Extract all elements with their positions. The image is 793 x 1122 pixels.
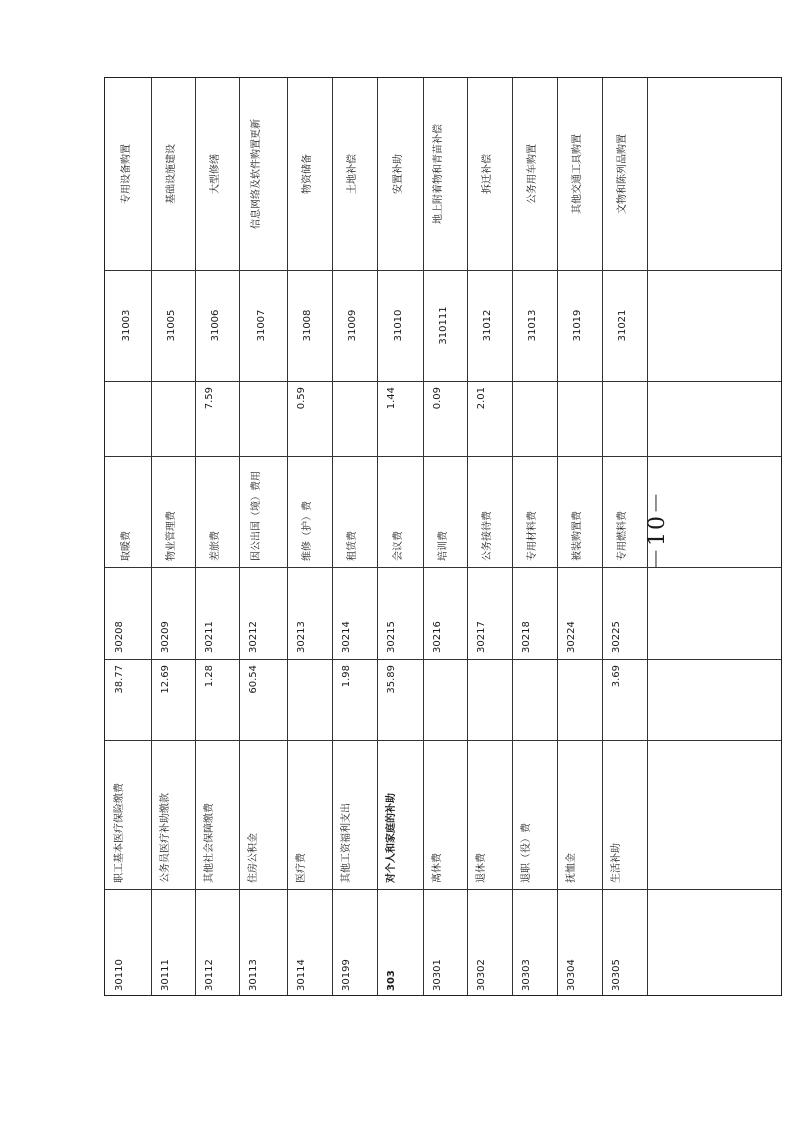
cell-amount	[520, 665, 533, 734]
cell-code: 303	[386, 970, 397, 991]
cell-amount2: 7.59	[204, 387, 215, 410]
cell-code: 30305	[611, 959, 622, 991]
cell-amount2	[247, 387, 260, 450]
cell-code3: 31003	[120, 309, 132, 342]
cell-code: 30112	[204, 959, 215, 991]
row-divider	[332, 78, 333, 995]
cell-amount2	[565, 387, 578, 450]
cell-name2: 培训费	[437, 531, 449, 561]
cell-name3: 文物和陈列品购置	[617, 134, 628, 214]
cell-code: 30113	[248, 959, 259, 991]
cell-code: 30304	[566, 959, 577, 991]
cell-amount: 35.89	[386, 665, 397, 694]
cell-amount2	[520, 387, 533, 450]
cell-code2: 30215	[386, 621, 397, 653]
cell-code: 30111	[160, 959, 171, 991]
row-divider	[287, 78, 288, 995]
cell-amount	[431, 665, 444, 734]
cell-name3: 拆迁补偿	[482, 154, 493, 194]
cell-name2: 公务接待费	[482, 511, 493, 561]
cell-code: 30114	[296, 959, 307, 991]
cell-amount	[565, 665, 578, 734]
row-divider	[195, 78, 196, 995]
cell-name: 公务员医疗补助缴款	[160, 793, 171, 883]
cell-name2: 专用燃料费	[617, 511, 628, 561]
cell-name2: 租赁费	[347, 531, 358, 561]
cell-amount: 60.54	[248, 665, 259, 694]
cell-code: 30301	[432, 959, 443, 991]
cell-name: 医疗费	[296, 853, 307, 883]
cell-amount2: 0.59	[296, 387, 307, 410]
cell-amount2	[610, 387, 623, 450]
cell-name3: 基础设施建设	[165, 144, 177, 204]
cell-amount: 1.98	[341, 665, 352, 688]
cell-amount2: 2.01	[476, 387, 487, 410]
cell-code3: 31013	[527, 309, 538, 342]
cell-code3: 310111	[437, 306, 449, 345]
row-divider	[151, 78, 152, 995]
cell-code3: 31008	[302, 309, 313, 342]
cell-code3: 31009	[347, 309, 358, 342]
cell-amount: 12.69	[160, 665, 171, 694]
cell-code2: 30209	[160, 621, 171, 653]
cell-name2: 因公出国（境）费用	[251, 471, 262, 561]
cell-amount2	[113, 387, 126, 450]
cell-amount2	[159, 387, 172, 450]
row-divider	[602, 78, 603, 995]
cell-amount2	[340, 387, 353, 450]
cell-name2: 维修（护）费	[302, 501, 313, 561]
cell-name2: 差旅费	[209, 531, 221, 561]
cell-code: 30302	[476, 959, 487, 991]
cell-amount	[475, 665, 488, 734]
cell-name3: 公务用车购置	[527, 144, 538, 204]
row-divider	[239, 78, 240, 995]
cell-name2: 专用材料费	[527, 511, 538, 561]
column-divider	[105, 740, 781, 741]
cell-name3: 大型修缮	[209, 154, 221, 194]
row-divider	[377, 78, 378, 995]
cell-name3: 物资储备	[302, 154, 313, 194]
cell-code: 30303	[521, 959, 532, 991]
cell-amount	[295, 665, 308, 734]
column-divider	[105, 567, 781, 568]
column-divider	[105, 270, 781, 271]
cell-name: 住房公积金	[248, 833, 259, 883]
cell-name: 其他社会保障缴费	[204, 803, 215, 883]
cell-code2: 30212	[248, 621, 259, 653]
cell-code3: 31012	[482, 309, 493, 342]
cell-code2: 30225	[611, 621, 622, 653]
cell-name2: 取暖费	[120, 531, 132, 561]
column-divider	[105, 889, 781, 890]
cell-name3: 信息网络及软件购置更新	[251, 119, 262, 229]
cell-name: 抚恤金	[566, 853, 577, 883]
cell-name3: 地上附着物和青苗补偿	[433, 124, 444, 224]
cell-name: 生活补助	[611, 843, 622, 883]
cell-code3: 31021	[617, 309, 628, 342]
cell-name: 退休费	[476, 853, 487, 883]
cell-name: 退职（役）费	[521, 823, 532, 883]
cell-code2: 30211	[204, 621, 215, 653]
cell-amount2: 1.44	[386, 387, 397, 410]
cell-code3: 31019	[572, 309, 583, 342]
cell-name: 对个人和家庭的补助	[386, 793, 397, 883]
cell-code2: 30217	[476, 621, 487, 653]
cell-code2: 30224	[566, 621, 577, 653]
cell-name2: 物业管理费	[165, 511, 177, 561]
column-divider	[105, 659, 781, 660]
cell-name3: 其他交通工具购置	[572, 134, 583, 214]
column-divider	[105, 456, 781, 457]
cell-code3: 31005	[165, 309, 177, 342]
cell-name: 其他工资福利支出	[341, 803, 352, 883]
cell-amount: 1.28	[204, 665, 215, 688]
cell-amount2: 0.09	[432, 387, 443, 410]
cell-code3: 31010	[392, 309, 404, 342]
row-divider	[423, 78, 424, 995]
cell-amount: 3.69	[611, 665, 622, 688]
cell-code3: 31007	[255, 309, 267, 342]
cell-name3: 专用设备购置	[120, 144, 132, 204]
cell-name3: 安置补助	[392, 154, 404, 194]
row-divider	[557, 78, 558, 995]
cell-code3: 31006	[209, 309, 221, 342]
cell-name2: 被装购置费	[572, 511, 583, 561]
cell-code: 30110	[114, 959, 125, 991]
budget-table	[104, 77, 782, 996]
column-divider	[105, 381, 781, 382]
cell-code2: 30218	[521, 621, 532, 653]
page-number: －10－	[645, 490, 670, 570]
cell-name: 职工基本医疗保险缴费	[114, 783, 125, 883]
row-divider	[512, 78, 513, 995]
cell-name3: 土地补偿	[347, 154, 358, 194]
row-divider	[467, 78, 468, 995]
cell-code: 30199	[341, 959, 352, 991]
cell-name: 离休费	[432, 853, 443, 883]
cell-code2: 30213	[296, 621, 307, 653]
cell-amount: 38.77	[114, 665, 125, 694]
cell-name2: 会议费	[392, 531, 404, 561]
cell-code2: 30214	[341, 621, 352, 653]
cell-code2: 30216	[432, 621, 443, 653]
cell-code2: 30208	[114, 621, 125, 653]
